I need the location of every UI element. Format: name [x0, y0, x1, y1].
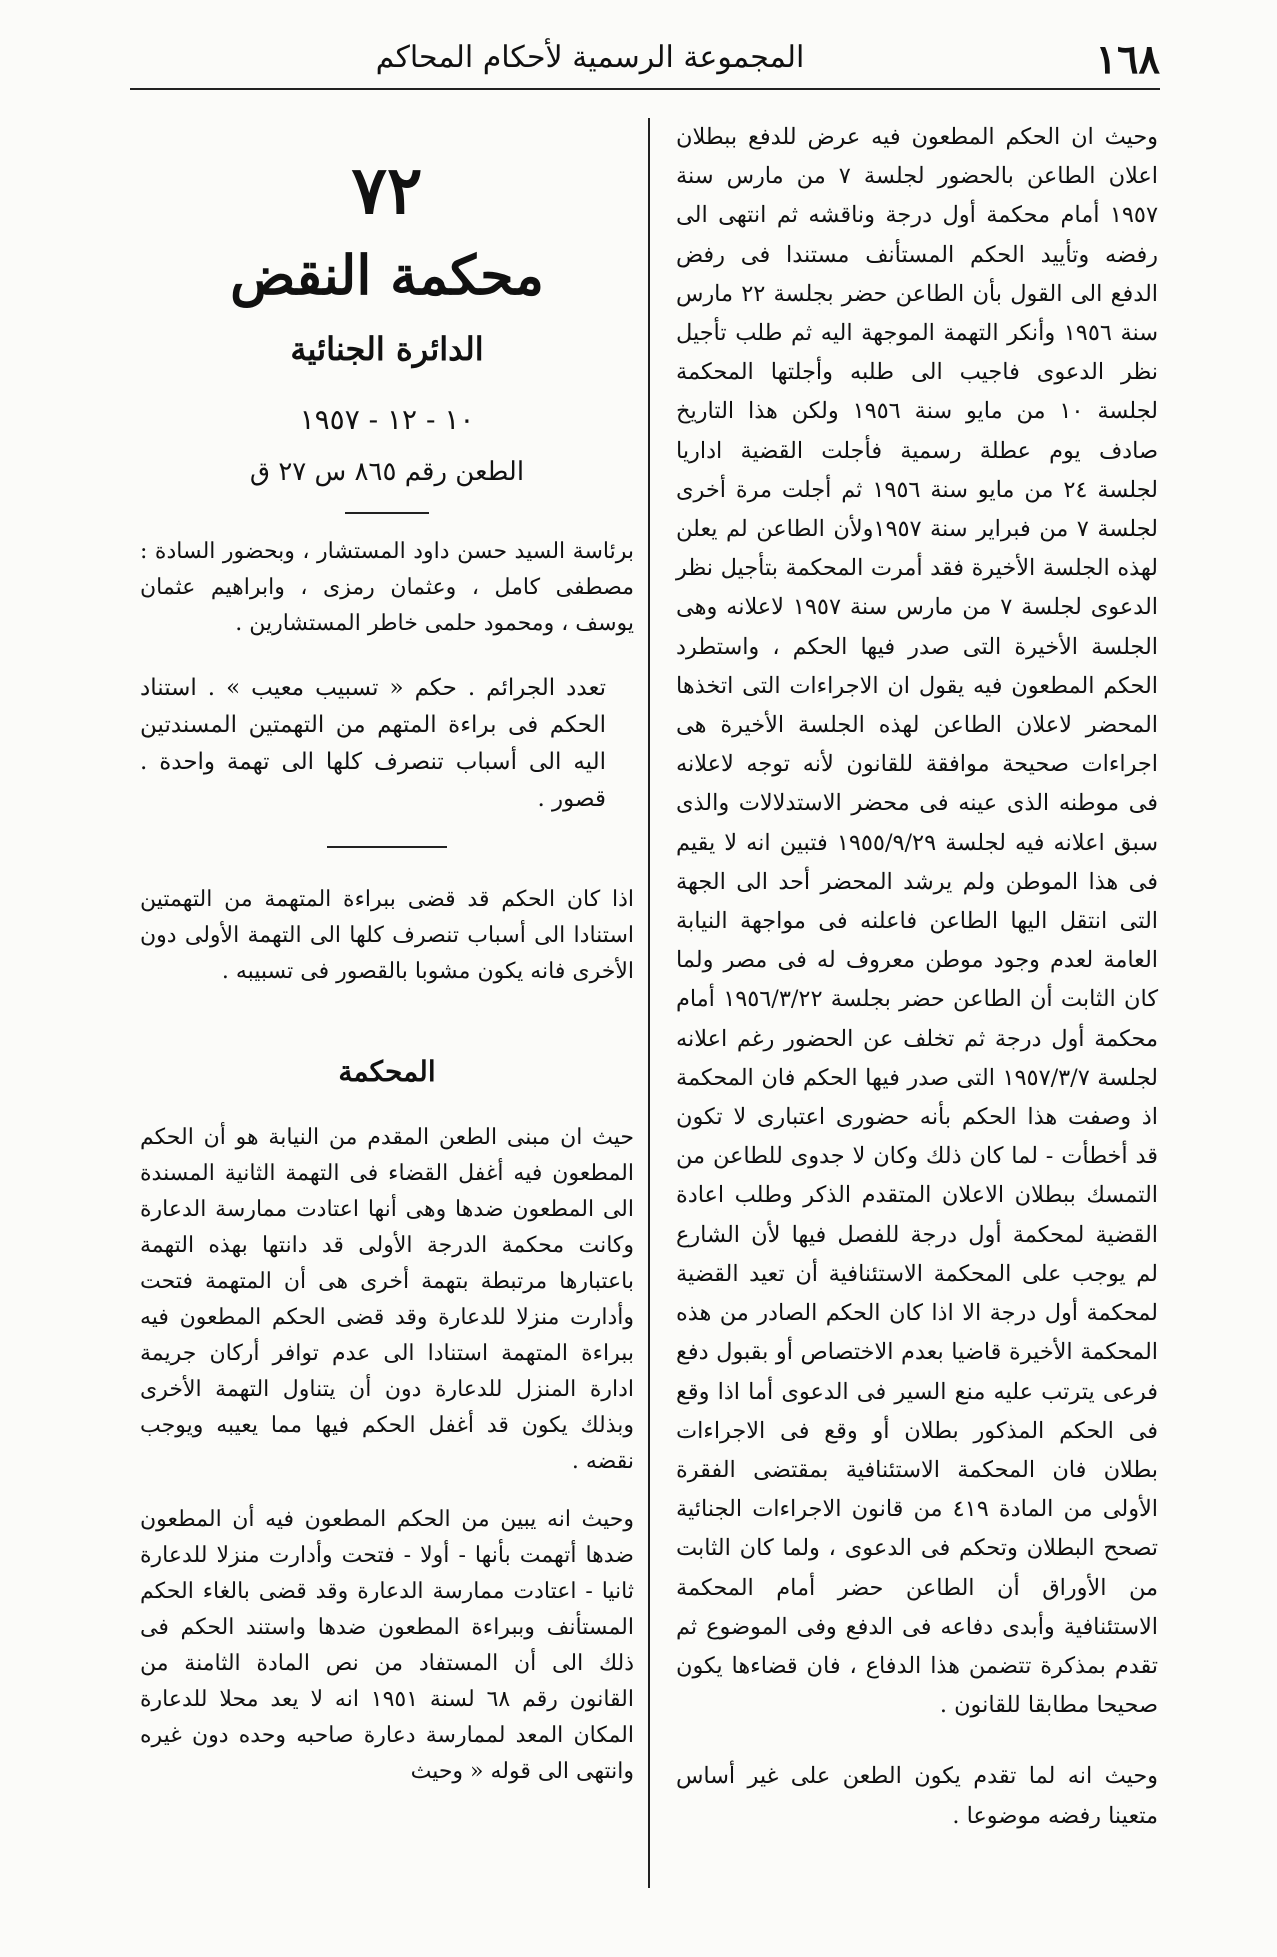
case-number: ٧٢ — [351, 151, 423, 229]
right-column — [676, 118, 1158, 1836]
legal-principle: اذا كان الحكم قد قضى ببراءة المتهمة من التهمتين استنادا الى أسباب تنصرف كلها الى التهمة الأولى دون الأخرى فانه يكون مشوبا بالقصور فى تسبيبه . — [140, 887, 634, 984]
running-title: المجموعة الرسمية لأحكام المحاكم — [375, 40, 805, 75]
paragraph: وحيث انه يبين من الحكم المطعون فيه أن المطعون ضدها أتهمت بأنها - أولا - فتحت وأدارت منزلا للدعارة ثانيا - اعتادت ممارسة الدعارة وقد قضى بالغاء الحكم المستأنف وببراءة المطعون ضدها واستند الحكم فى ذلك الى أن المستفاد من نص المادة الثامنة من القانون رقم ٦٨ لسنة ١٩٥١ انه لا يعد محلا للدعارة المكان المعد لممارسة دعارة صاحبه وحده دون غيره وانتهى الى قوله « وحيث — [140, 1507, 634, 1784]
divider — [345, 512, 429, 514]
paragraph: حيث ان مبنى الطعن المقدم من النيابة هو أن الحكم المطعون فيه أغفل القضاء فى التهمة الثانية المسندة الى المطعون ضدها وهى أنها اعتادت ممارسة الدعارة وكانت محكمة الدرجة الأولى قد دانتها بهذه التهمة باعتبارها مرتبطة بتهمة أخرى هى أن المتهمة فتحت وأدارت منزلا للدعارة وقد قضى الحكم المطعون فيه ببراءة المتهمة استنادا الى عدم توافر أركان جريمة ادارة المنزل للدعارة دون أن يتناول التهمة الأخرى وبذلك يكون قد أغفل الحكم فيها مما يعيبه ويوجب نقضه . — [140, 1125, 634, 1474]
headnote-keywords: تعدد الجرائم . حكم « تسبيب معيب » . استناد الحكم فى براءة المتهم من التهمتين المسندتين اليه الى أسباب تنصرف كلها الى تهمة واحدة . قصور . — [140, 675, 606, 812]
paragraph: وحيث ان الحكم المطعون فيه عرض للدفع ببطلان اعلان الطاعن بالحضور لجلسة ٧ من مارس سنة ١٩٥٧ أمام محكمة أول درجة وناقشه ثم انتهى الى رفضه وتأييد الحكم المستأنف مستندا فى رفض الدفع الى القول بأن الطاعن حضر بجلسة ٢٢ مارس سنة ١٩٥٦ وأنكر التهمة الموجهة اليه ثم طلب تأجيل نظر الدعوى فاجيب الى طلبه وأجلتها المحكمة لجلسة ١٠ من مايو سنة ١٩٥٦ ولكن هذا التاريخ صادف يوم عطلة رسمية فأجلت القضية اداريا لجلسة ٢٤ من مايو سنة ١٩٥٦ ثم أجلت مرة أخرى لجلسة ٧ من فبراير سنة ١٩٥٧ولأن الطاعن لم يعلن لهذه الجلسة الأخيرة فقد أمرت المحكمة بتأجيل نظر الدعوى لجلسة ٧ من مارس سنة ١٩٥٧ لاعلانه وهى الجلسة الأخيرة التى صدر فيها الحكم ، واستطرد الحكم المطعون فيه يقول ان الاجراءات التى اتخذها المحضر لاعلان الطاعن لهذه الجلسة الأخيرة هى اجراءات صحيحة موافقة للقانون لأنه توجه لاعلانه فى موطنه الذى عينه فى محضر الاستدلالات والذى سبق اعلانه فيه لجلسة ١٩٥٥/٩/٢٩ فتبين انه لا يقيم فى هذا الموطن ولم يرشد المحضر أحد الى الجهة التى انتقل اليها الطاعن فاعلنه فى مواجهة النيابة العامة لعدم وجود موطن معروف له فى مصر ولما كان الثابت أن الطاعن حضر بجلسة ١٩٥٦/٣/٢٢ أمام محكمة أول درجة ثم تخلف عن الحضور رغم اعلانه لجلسة ١٩٥٧/٣/٧ التى صدر فيها الحكم فان المحكمة اذ وصفت هذا الحكم بأنه حضورى اعتبارى لا تكون قد أخطأت - لما كان ذلك وكان لا جدوى للطاعن من التمسك ببطلان الاعلان المتقدم الذكر وطلب اعادة القضية لمحكمة أول درجة للفصل فيها لأن الشارع لم يوجب على المحكمة الاستئنافية أن تعيد القضية لمحكمة أول درجة الا اذا كان الحكم الصادر من هذه المحكمة الأخيرة قاضيا بعدم الاختصاص أو بقبول دفع فرعى يترتب عليه منع السير فى الدعوى أما اذا وقع فى الحكم المذكور بطلان أو وقع فى الاجراءات بطلان فان المحكمة الاستئنافية بمقتضى الفقرة الأولى من المادة ٤١٩ من قانون الاجراءات الجنائية تصحح البطلان وتحكم فى الدعوى ، ولما كان الثابت من الأوراق أن الطاعن حضر أمام المحكمة الاستئنافية وأبدى دفاعه فى الدفع وفى الموضوع ثم تقدم بمذكرة تتضمن هذا الدفاع ، فان قضاءها يكون صحيحا مطابقا للقانون . — [676, 124, 1158, 1719]
section-title: المحكمة — [338, 1055, 436, 1088]
left-column — [140, 150, 634, 1790]
presidency: برئاسة السيد حسن داود المستشار ، وبحضور السادة : مصطفى كامل ، وعثمان رمزى ، وابراهيم عثمان يوسف ، ومحمود حلمى خاطر المستشارين . — [140, 539, 634, 636]
header-rule — [130, 88, 1160, 90]
paragraph: وحيث انه لما تقدم يكون الطعن على غير أساس متعينا رفضه موضوعا . — [676, 1763, 1158, 1829]
circuit-name: الدائرة الجنائية — [290, 330, 484, 368]
column-divider — [648, 118, 650, 1888]
page-number: ١٦٨ — [1095, 36, 1160, 83]
court-name: محكمة النقض — [230, 243, 544, 307]
session-date: ١٠ - ١٢ - ١٩٥٧ — [299, 403, 475, 436]
divider — [327, 846, 447, 848]
appeal-number: الطعن رقم ٨٦٥ س ٢٧ ق — [249, 457, 525, 487]
